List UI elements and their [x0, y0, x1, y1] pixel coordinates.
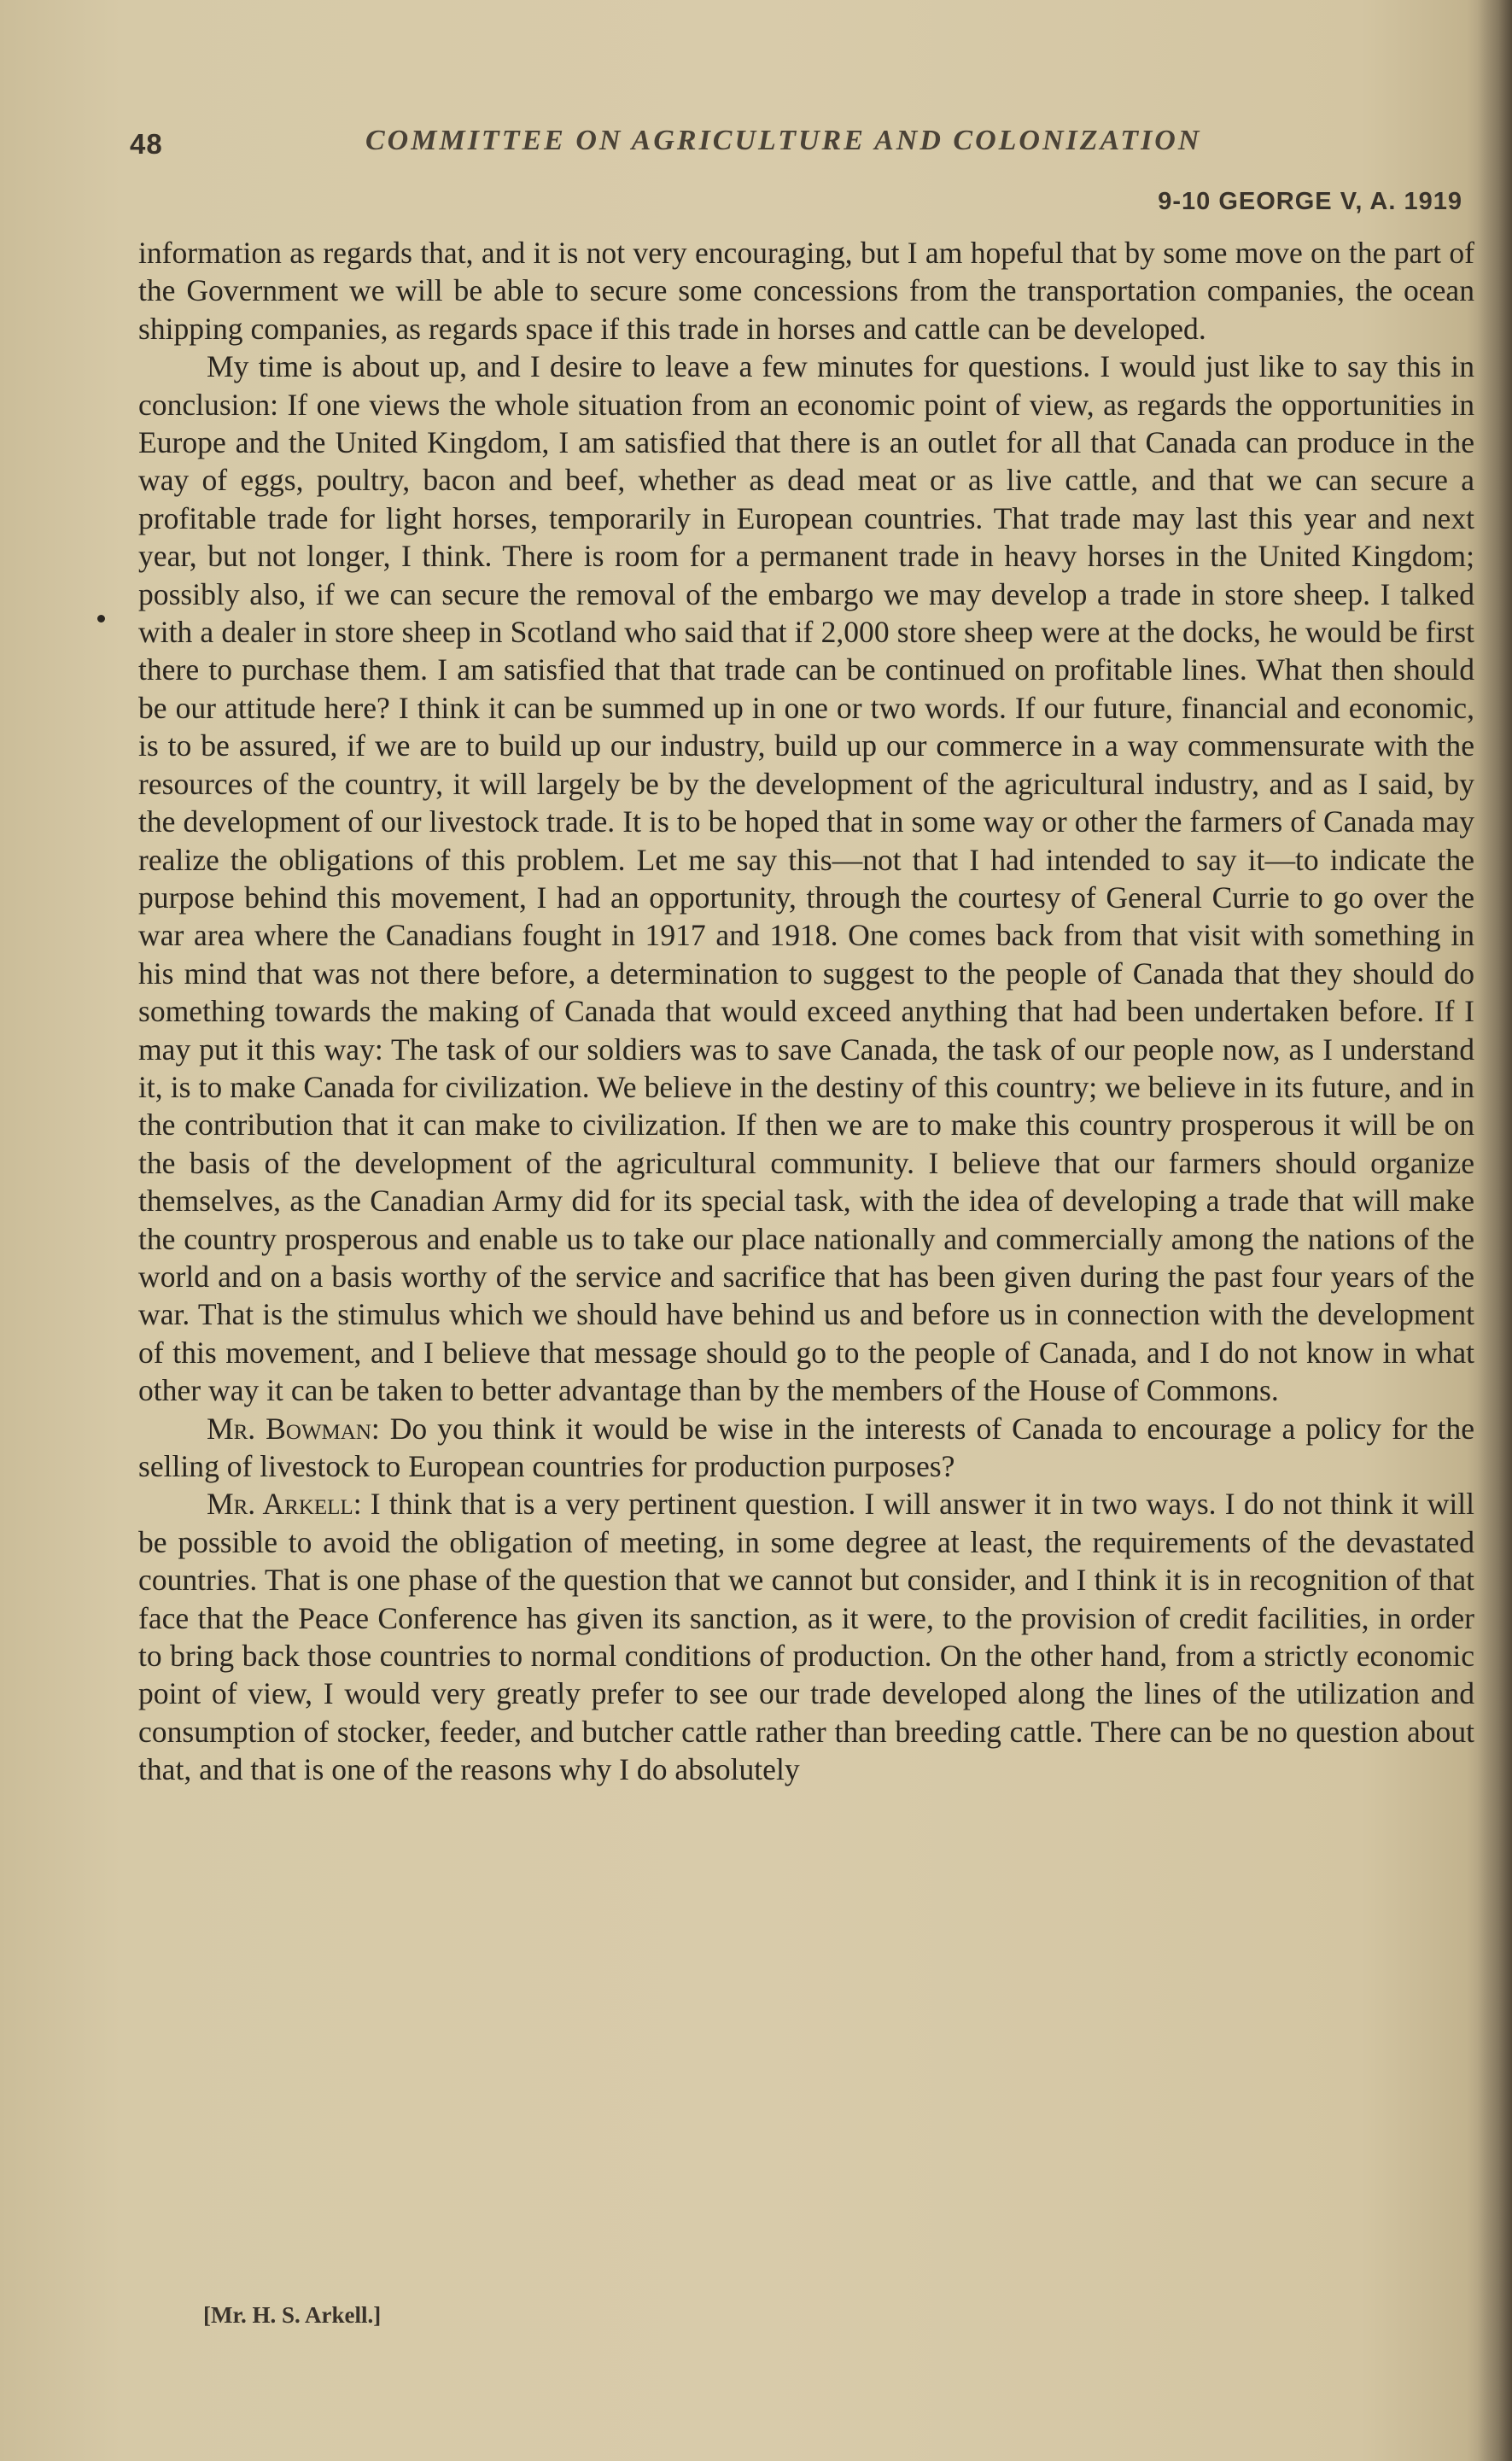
paragraph-text: information as regards that, and it is not very encouraging, but I am hopeful that by some move on the part of the Government we will be able to secure some concessions from the transportation companies, the ocean shipping companies, as regards space if this trade in horses and cattle can be developed. — [138, 236, 1474, 346]
speaker-credit: [Mr. H. S. Arkell.] — [203, 2302, 382, 2328]
page-number: 48 — [130, 128, 163, 160]
page-edge-shadow — [1478, 0, 1512, 2461]
speaker-name: Mr. Bowman: — [207, 1411, 380, 1446]
session-head: 9-10 GEORGE V, A. 1919 — [1158, 188, 1462, 215]
paragraph-arkell-answer — [138, 1485, 1474, 1788]
margin-dot-mark — [97, 615, 105, 623]
paragraph-text: Do you think it would be wise in the interests of Canada to encourage a policy for the selling of livestock to European countries for production purposes? — [138, 1411, 1474, 1483]
body-text — [138, 234, 1474, 1789]
paragraph-bowman-question — [138, 1410, 1474, 1486]
paragraph-conclusion — [138, 348, 1474, 1409]
running-head: COMMITTEE ON AGRICULTURE AND COLONIZATION — [365, 125, 1202, 156]
paragraph-text: I think that is a very pertinent question. I will answer it in two ways. I do not think it will be possible to avoid the obligation of meeting, in some degree at least, the requirements of the devastated countries. That is one phase of the question that we cannot but consider, and I think it is in recognition of that face that the Peace Conference has given its sanction, as it were, to the provision of credit facilities, in order to bring back those countries to normal conditions of production. On the other hand, from a strictly economic point of view, I would very greatly prefer to see our trade developed along the lines of the utilization and consumption of stocker, feeder, and butcher cattle rather than breeding cattle. There can be no question about that, and that is one of the reasons why I do absolutely — [138, 1487, 1474, 1787]
speaker-name: Mr. Arkell: — [207, 1487, 362, 1522]
paragraph-text: My time is about up, and I desire to leave a few minutes for questions. I would just like to say this in conclusion: If one views the whole situation from an economic point of view, as regards the opportunities in Europe and the United Kingdom, I am satisfied that there is an outlet for all that Canada can produce in the way of eggs, poultry, bacon and beef, whether as dead meat or as live cattle, and that we can secure a profitable trade for light horses, temporarily in European countries. That trade may last this year and next year, but not longer, I think. There is room for a permanent trade in heavy horses in the United Kingdom; possibly also, if we can secure the removal of the embargo we may develop a trade in store sheep. I talked with a dealer in store sheep in Scotland who said that if 2,000 store sheep were at the docks, he would be first there to purchase them. I am satisfied that that trade can be continued on profitable lines. What then should be our attitude here? I think it can be summed up in one or two words. If our future, financial and economic, is to be assured, if we are to build up our industry, build up our commerce in a way commensurate with the resources of the country, it will largely be by the development of the agricultural industry, and as I said, by the development of our livestock trade. It is to be hoped that in some way or other the farmers of Canada may realize the obligations of this problem. Let me say this—not that I had intended to say it—to indicate the purpose behind this movement, I had an opportunity, through the courtesy of General Currie to go over the war area where the Canadians fought in 1917 and 1918. One comes back from that visit with something in his mind that was not there before, a determination to suggest to the people of Canada that they should do something towards the making of Canada that would exceed anything that had been undertaken before. If I may put it this way: The task of our soldiers was to save Canada, the task of our people now, as I understand it, is to make Canada for civilization. We believe in the destiny of this country; we believe in its future, and in the contribution that it can make to civilization. If then we are to make this country prosperous it will be on the basis of the development of the agricultural community. I believe that our farmers should organize themselves, as the Canadian Army did for its special task, with the idea of developing a trade that will make the country prosperous and enable us to take our place nationally and commercially among the nations of the world and on a basis worthy of the service and sacrifice that has been given during the past four years of the war. That is the stimulus which we should have behind us and before us in connection with the development of this movement, and I believe that message should go to the people of Canada, and I do not know in what other way it can be taken to better advantage than by the members of the House of Commons. — [138, 349, 1474, 1408]
paragraph-continuation — [138, 234, 1474, 348]
